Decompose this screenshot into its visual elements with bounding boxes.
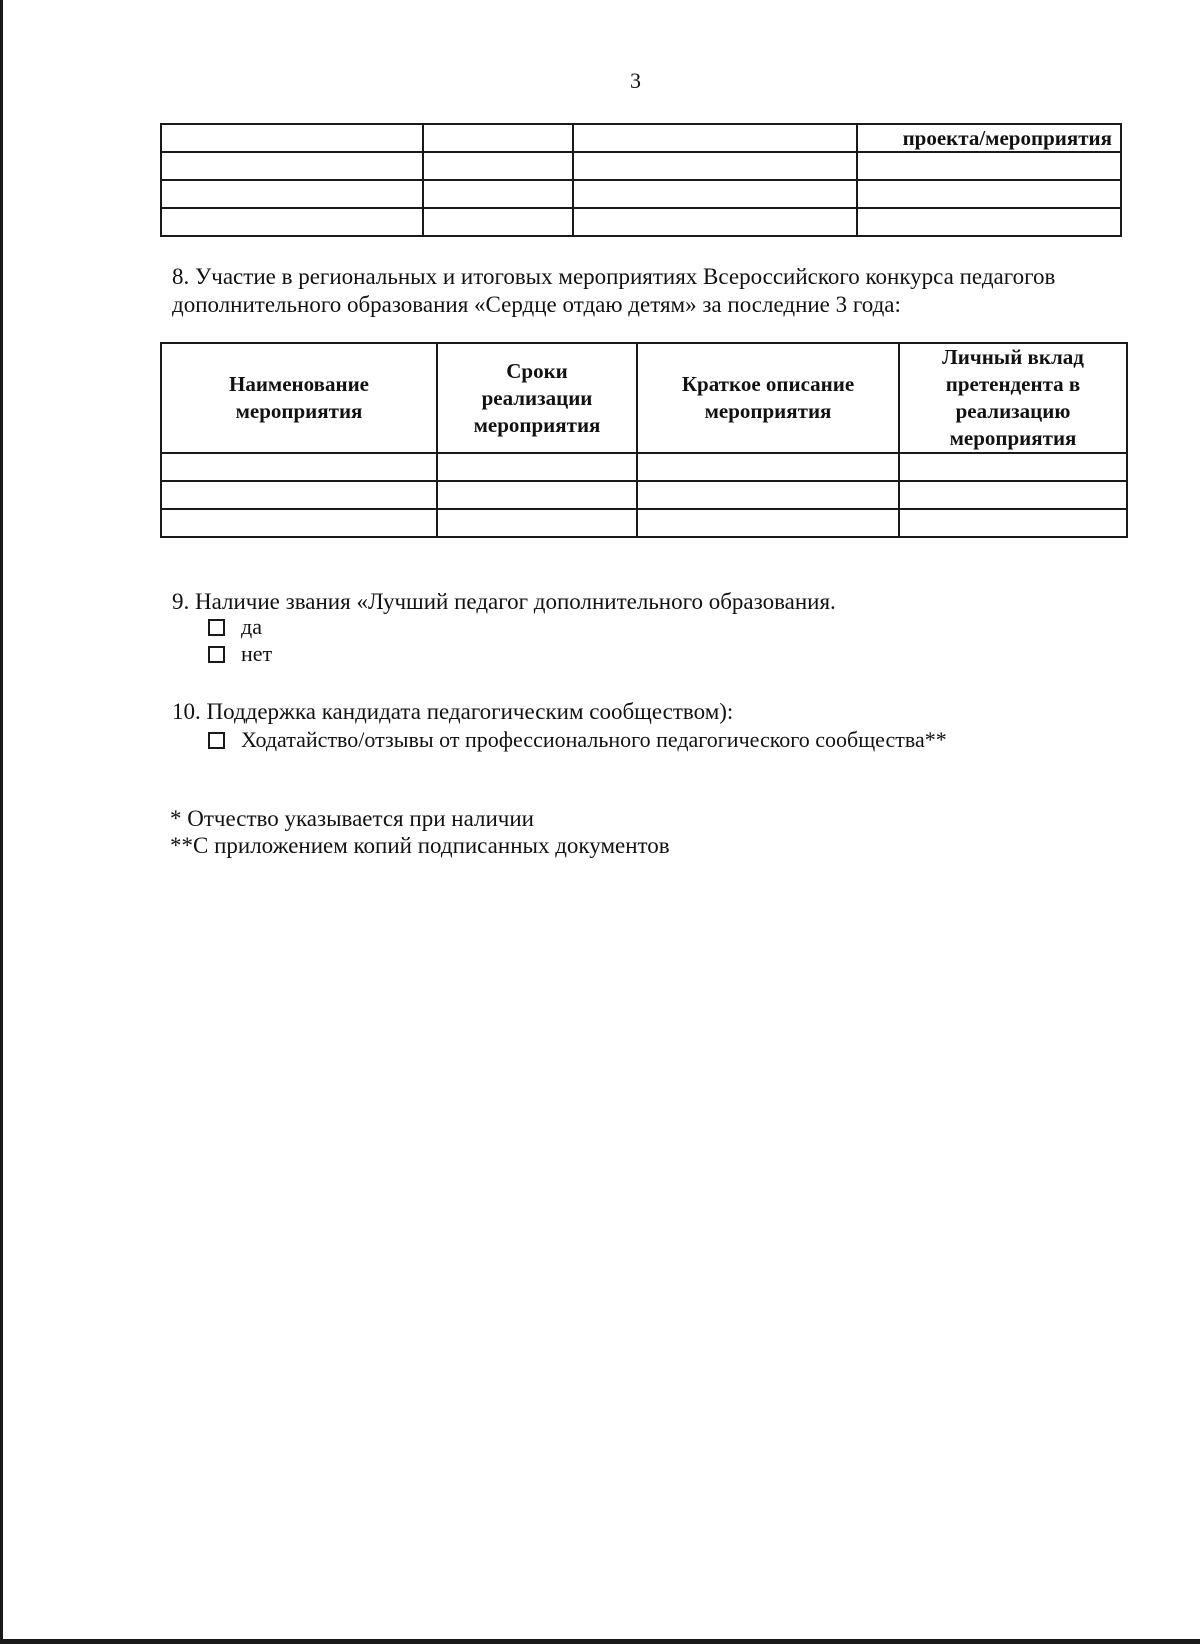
table-row — [161, 481, 1127, 509]
table-cell[interactable] — [857, 152, 1121, 180]
table-cell[interactable] — [899, 481, 1127, 509]
table-row — [161, 152, 1121, 180]
table-cell[interactable] — [161, 180, 423, 208]
table-row — [161, 208, 1121, 236]
footnote-patronymic: * Отчество указывается при наличии — [170, 806, 534, 831]
checkbox-icon[interactable] — [208, 646, 225, 663]
table-cell[interactable] — [637, 509, 899, 537]
table-cell — [573, 124, 857, 152]
table-cell[interactable] — [437, 481, 637, 509]
option-label: нет — [241, 641, 273, 666]
table-cell[interactable] — [857, 208, 1121, 236]
table-cell — [161, 124, 423, 152]
table-header-cell: проекта/мероприятия — [857, 124, 1121, 152]
table-cell[interactable] — [573, 152, 857, 180]
table-cell[interactable] — [161, 453, 437, 481]
table-row — [161, 124, 1121, 152]
table-row — [161, 509, 1127, 537]
column-header-description: Краткое описание мероприятия — [637, 343, 899, 453]
table-row — [161, 180, 1121, 208]
table-cell[interactable] — [637, 481, 899, 509]
checkbox-icon[interactable] — [208, 619, 225, 636]
section-10-text: 10. Поддержка кандидата педагогическим сообществом): — [172, 699, 734, 724]
table-cell[interactable] — [857, 180, 1121, 208]
table-row — [161, 453, 1127, 481]
table-header-row — [161, 343, 1127, 453]
option-no[interactable] — [208, 641, 272, 667]
option-petition[interactable] — [208, 727, 947, 753]
checkbox-icon[interactable] — [208, 732, 225, 749]
section-8-text: 8. Участие в региональных и итоговых мероприятиях Всероссийского конкурса педагогов дополнительного образования «Сердце отдаю детям» за последние 3 года: — [172, 264, 1056, 317]
table-cell[interactable] — [161, 481, 437, 509]
section-9-text: 9. Наличие звания «Лучший педагог дополнительного образования. — [172, 589, 836, 614]
table-cell[interactable] — [437, 453, 637, 481]
table-cell[interactable] — [423, 208, 573, 236]
table-cell[interactable] — [637, 453, 899, 481]
column-header-dates: Сроки реализации мероприятия — [437, 343, 637, 453]
column-header-contribution: Личный вклад претендента в реализацию мероприятия — [899, 343, 1127, 453]
scan-edge-bottom — [0, 1639, 1200, 1644]
table-cell[interactable] — [437, 509, 637, 537]
page-number: 3 — [630, 68, 641, 93]
column-header-name: Наименование мероприятия — [161, 343, 437, 453]
events-table — [160, 342, 1128, 538]
table-cell[interactable] — [161, 509, 437, 537]
table-cell[interactable] — [423, 180, 573, 208]
scan-edge-left — [0, 0, 3, 1644]
option-yes[interactable] — [208, 614, 262, 640]
table-cell[interactable] — [423, 152, 573, 180]
option-label: да — [241, 614, 262, 639]
table-cell[interactable] — [161, 208, 423, 236]
option-label: Ходатайство/отзывы от профессионального педагогического сообщества** — [241, 727, 947, 752]
footnote-documents: **С приложением копий подписанных документов — [170, 833, 670, 858]
table-cell[interactable] — [899, 453, 1127, 481]
table-cell[interactable] — [899, 509, 1127, 537]
table-cell[interactable] — [161, 152, 423, 180]
table-cell[interactable] — [573, 208, 857, 236]
table-cell — [423, 124, 573, 152]
table-cell[interactable] — [573, 180, 857, 208]
project-table-continuation — [160, 123, 1122, 237]
